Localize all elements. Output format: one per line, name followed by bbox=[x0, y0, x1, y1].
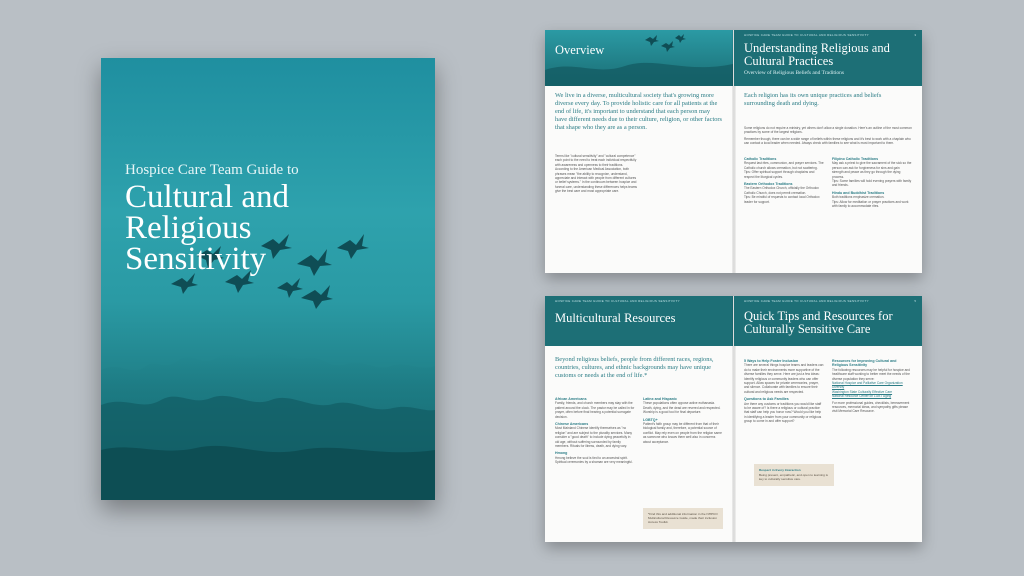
multicultural-heading: Multicultural Resources bbox=[555, 311, 676, 325]
cover-title-line: Religious bbox=[125, 210, 252, 246]
cultures-column-1 bbox=[555, 394, 635, 465]
brochure-spread-resources bbox=[545, 296, 922, 542]
source-note-callout: *Find this and additional information in the NHPCO Multicultural Resource Guide, made their inclusion Access Toolkit. bbox=[643, 508, 723, 529]
cover-subtitle: Hospice Care Team Guide to bbox=[125, 162, 299, 178]
running-head: HOSPICE CARE TEAM GUIDE TO CULTURAL AND RELIGIOUS SENSITIVITY bbox=[744, 299, 869, 303]
overview-lead: We live in a diverse, multicultural society that's growing more diverse every day. To provide holistic care for all patients at the end of life, it's important to understand that each person may have different needs due to their culture, religion, or other factors that shape who they are as a person. bbox=[555, 92, 723, 131]
overview-heading: Overview bbox=[555, 43, 605, 57]
tradition-tip: Tips: Allow for meditation or prayer practices and work with family to accommodate rites. bbox=[832, 199, 909, 209]
religious-practices-intro bbox=[744, 126, 914, 146]
religious-practices-subheading: Overview of Religious Beliefs and Traditions bbox=[744, 70, 845, 76]
culture-heading: Chinese Americans bbox=[555, 422, 589, 427]
traditions-column-2 bbox=[832, 154, 912, 208]
culture-text: Hmong believe the soul is tied to an ancestral spirit. Spiritual ceremonies by a shaman are very meaningful. bbox=[555, 455, 633, 465]
quick-tips-banner bbox=[734, 296, 922, 346]
religious-practices-page bbox=[734, 30, 922, 273]
culture-text: Patient's faith group may be different from that of their biological family and, therefore, a potential source of conflict. May rely even on people from the religion same as someone who knows them well also in concerns about acceptance. bbox=[643, 422, 722, 444]
tips-column-1 bbox=[744, 356, 824, 424]
tips-heading: Resources for Improving Cultural and Religious Sensitivity bbox=[832, 359, 897, 368]
birds-illustration bbox=[545, 30, 733, 86]
cultures-column-2 bbox=[643, 394, 723, 444]
resource-link[interactable]: National Hospice and Palliative Care Organization Diversity bbox=[832, 381, 903, 390]
tips-text: Are there any customs or traditions you would like staff to be aware of? Is there a religious or cultural practice that staff can help you honor now? Would you like help in identifying a leader from your community or religious group to come in and offer support? bbox=[744, 401, 822, 424]
page-number: 3 bbox=[914, 33, 916, 37]
running-head: HOSPICE CARE TEAM GUIDE TO CULTURAL AND RELIGIOUS SENSITIVITY bbox=[744, 33, 869, 37]
culture-text: Family, friends, and church members may stay with the patient around the clock. The pastor may be called in for prayer, often before final hearing a potential surrogate decision. bbox=[555, 401, 635, 419]
tradition-tip: Tips: Be mindful of requests to contact local Orthodox leader for support. bbox=[744, 195, 820, 204]
multicultural-lead: Beyond religious beliefs, people from different races, regions, countries, cultures, and ethnic backgrounds may have unique customs or needs at the end of life.* bbox=[555, 356, 714, 379]
callout-text: Being present, empathetic, and open to learning is key to culturally sensitive care. bbox=[759, 473, 828, 482]
tradition-tip: Tips: Offer spiritual support through chaplains and respect the liturgical cycles. bbox=[744, 170, 815, 179]
intro-paragraph: Remember though, there can be a wide range of beliefs within these religions and it's best to work with a chaplain who can contact a local leader when needed. Always check with families to see what is most important to them. bbox=[744, 136, 911, 146]
quick-tips-page bbox=[734, 296, 922, 542]
page-number: 5 bbox=[914, 299, 916, 303]
tradition-heading: Filipino Catholic Traditions bbox=[832, 157, 879, 161]
tradition-heading: Catholic Traditions bbox=[744, 157, 777, 161]
culture-heading: LGBTQ+ bbox=[643, 417, 658, 422]
multicultural-banner bbox=[545, 296, 733, 346]
callout-title: Respect in Every Interaction bbox=[759, 468, 801, 472]
culture-heading: African Americans bbox=[555, 397, 587, 401]
intro-paragraph: Some religions do not require a ministry, yet others don't allow a single donation. Here's an outline of the most common practices by some of the largest religions. bbox=[744, 126, 912, 135]
quick-tips-heading: Quick Tips and Resources for Culturally Sensitive Care bbox=[744, 309, 893, 336]
respect-callout bbox=[754, 464, 834, 486]
culture-text: Most Mainland Chinese identify themselves as "no religion" and are subject to the plurality services. Many consider a "good death" to include dying peacefully in old age, without suffering surrounded by family members. Rituals for illness, death, and dying vary. bbox=[555, 426, 632, 449]
cover-title-line: Sensitivity bbox=[125, 241, 267, 277]
traditions-column-1 bbox=[744, 154, 824, 204]
brochure-spread-overview bbox=[545, 30, 922, 273]
culture-text: These populations often oppose active euthanasia. Death, dying, and the dead are revered and respected. Worship is a good tool for final departure. bbox=[643, 401, 721, 415]
tips-heading: Questions to Ask Families bbox=[744, 397, 789, 402]
resource-link[interactable]: National Resource Center on LGBT Aging bbox=[832, 394, 892, 399]
tradition-heading: Eastern Orthodox Traditions bbox=[744, 182, 793, 187]
tips-column-2 bbox=[832, 356, 912, 414]
tradition-text: May ask a priest to give the sacrament of the sick so the person can ask for forgiveness for sins and gain strength and peace as they go through the dying process. bbox=[832, 161, 912, 179]
religious-practices-lead: Each religion has its own unique practices and beliefs surrounding death and dying. bbox=[744, 92, 882, 107]
cover-title bbox=[125, 179, 425, 277]
overview-banner bbox=[545, 30, 733, 86]
religious-practices-banner bbox=[734, 30, 922, 86]
tips-text: There are several things hospice teams and leaders can do to make their environments more supportive of the diverse families they serve. Here are just a few ideas: Identify religious or community leaders who can offer support. Allow spaces for private ceremonies, prayer, and silence. Collaborate with families to ensure their cultural and religious needs are respected. bbox=[744, 363, 824, 394]
birds-illustration bbox=[101, 58, 435, 500]
tradition-text: The Eastern Orthodox Church, officially the Orthodox Catholic Church, does not permit cremation. bbox=[744, 186, 819, 195]
tradition-tip: Tips: Some families will hold evening prayers with family and friends. bbox=[832, 179, 912, 188]
tips-heading: 5 Ways to Help Foster Inclusion bbox=[744, 359, 799, 363]
multicultural-resources-page bbox=[545, 296, 733, 542]
tradition-text: Both traditions emphasize cremation. bbox=[832, 195, 885, 200]
overview-body: Terms like "cultural sensitivity" and "cultural competence" each point to the need to treat each individual respectfully with awareness and openness to their traditions. According to the American Medical Association, both phrases mean "the ability to recognize, understand, appreciate and interact with people from different cultures or belief systems." In the continuum between hospice and funeral care, understanding these differences helps teams give the best care and most appropriate care. bbox=[555, 154, 637, 194]
running-head: HOSPICE CARE TEAM GUIDE TO CULTURAL AND RELIGIOUS SENSITIVITY bbox=[555, 299, 680, 303]
tips-text: For more professional guides, checklists, bereavement resources, memorial ideas, and sympathy gifts please visit Memorial Care Resource. bbox=[832, 400, 910, 414]
cover-title-line: Cultural and bbox=[125, 179, 290, 215]
tradition-heading: Hindu and Buddhist Traditions bbox=[832, 190, 885, 195]
tradition-text: Request last rites, communion, and prayer services. The Catholic church allows cremation, but not scattering. bbox=[744, 161, 824, 170]
culture-heading: Hmong bbox=[555, 451, 568, 456]
culture-heading: Latinx and Hispanic bbox=[643, 397, 677, 401]
tips-text: The following resources may be helpful for hospice and healthcare staff working to better meet the needs of the diverse population they serve: bbox=[832, 367, 910, 381]
overview-page bbox=[545, 30, 733, 273]
resource-link[interactable]: Washington State Culturally Effective Care bbox=[832, 389, 893, 394]
religious-practices-heading: Understanding Religious and Cultural Practices bbox=[744, 41, 890, 68]
brochure-cover bbox=[101, 58, 435, 500]
